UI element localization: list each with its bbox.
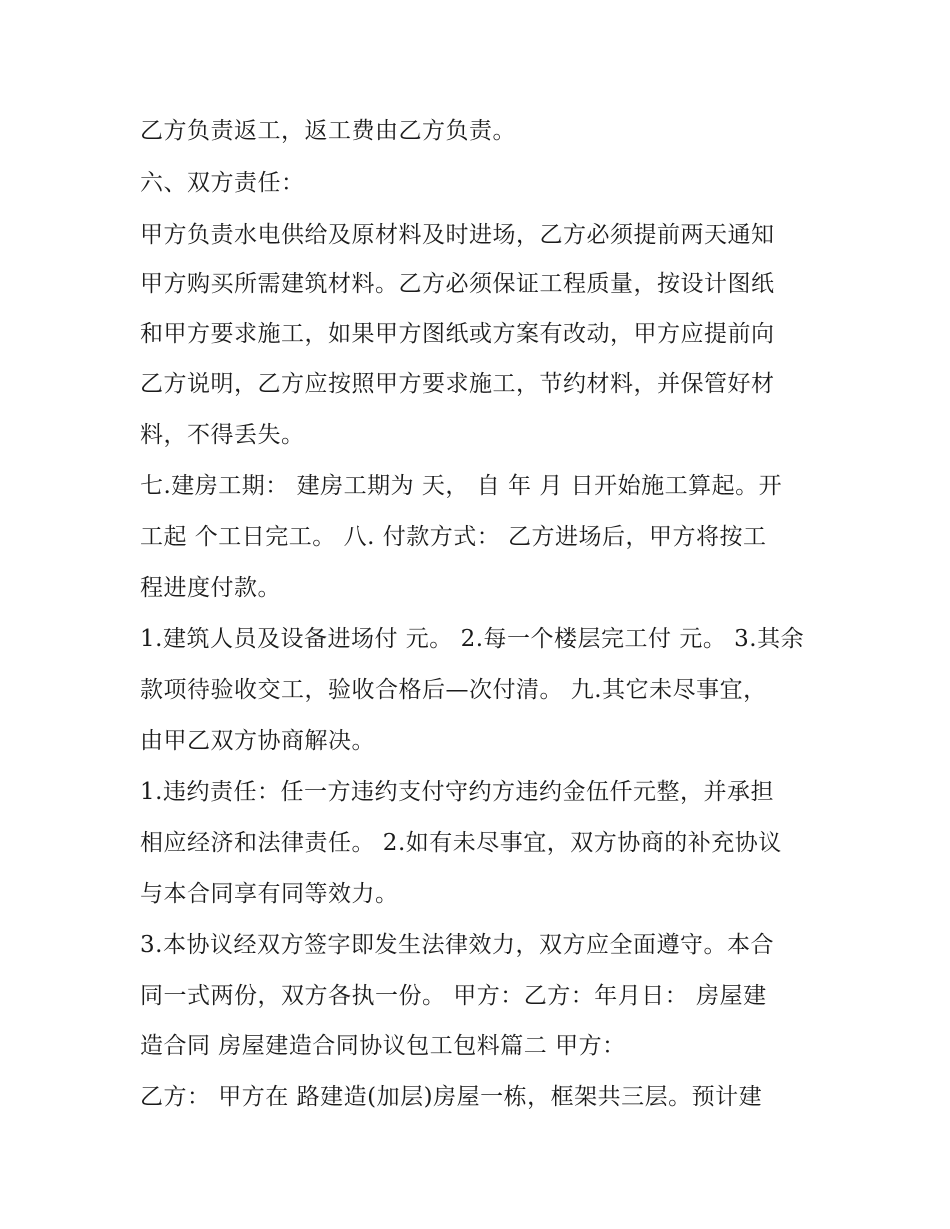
- text-line: 工起 个工日完工。 八. 付款方式： 乙方进场后，甲方将按工: [140, 524, 767, 550]
- text-line: 甲方购买所需建筑材料。乙方必须保证工程质量，按设计图纸: [140, 271, 775, 297]
- text-line: 1.违约责任：任一方违约支付守约方违约金伍仟元整，并承担: [140, 779, 774, 805]
- text-line: 相应经济和法律责任。 2.如有未尽事宜，双方协商的补充协议: [140, 830, 782, 856]
- text-line: 甲方负责水电供给及原材料及时进场，乙方必须提前两天通知: [140, 222, 775, 248]
- text-line: 乙方： 甲方在 路建造(加层)房屋一栋，框架共三层。预计建: [140, 1084, 763, 1110]
- text-line: 同一式两份，双方各执一份。 甲方：乙方：年月日： 房屋建: [140, 983, 767, 1009]
- section-heading: 六、双方责任：: [140, 170, 305, 196]
- text-line: 款项待验收交工，验收合格后—次付清。 九.其它未尽事宜，: [140, 677, 767, 703]
- text-line: 和甲方要求施工，如果甲方图纸或方案有改动，甲方应提前向: [140, 321, 775, 347]
- text-line: 造合同 房屋建造合同协议包工包料篇二 甲方：: [140, 1033, 626, 1059]
- text-line: 料，不得丢失。: [140, 422, 305, 448]
- text-line: 程进度付款。: [140, 575, 281, 601]
- text-line: 乙方负责返工，返工费由乙方负责。: [140, 118, 516, 144]
- text-line: 与本合同享有同等效力。: [140, 881, 399, 907]
- text-line: 乙方说明，乙方应按照甲方要求施工，节约材料，并保管好材: [140, 371, 775, 397]
- text-line: 1.建筑人员及设备进场付 元。 2.每一个楼层完工付 元。 3.其余: [140, 626, 805, 652]
- text-line: 3.本协议经双方签字即发生法律效力，双方应全面遵守。本合: [140, 932, 774, 958]
- text-line: 七.建房工期： 建房工期为 天， 自 年 月 日开始施工算起。开: [140, 473, 783, 499]
- text-line: 由甲乙双方协商解决。: [140, 728, 375, 754]
